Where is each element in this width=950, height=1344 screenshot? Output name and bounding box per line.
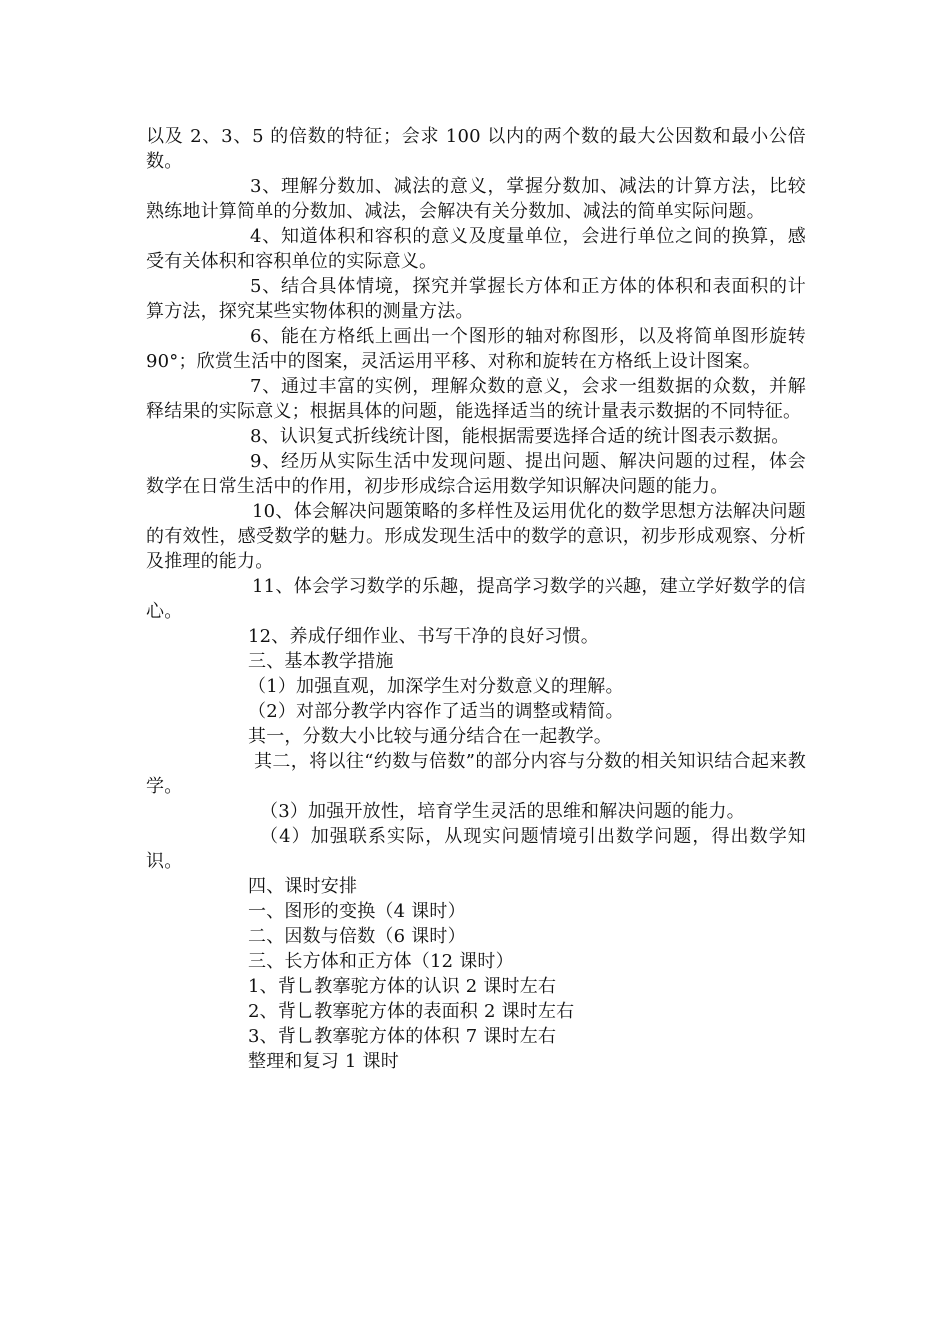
document-body (146, 124, 806, 1074)
schedule-unit-3-part-1: 1、背乚教搴驼方体的认识 2 课时左右 (248, 976, 557, 997)
section-heading-schedule: 四、课时安排 (248, 876, 358, 897)
paragraph-item-4: 4、知道体积和容积的意义及度量单位，会进行单位之间的换算，感受有关体积和容积单位的实际意义。 (146, 226, 806, 272)
schedule-unit-3-part-2: 2、背乚教搴驼方体的表面积 2 课时左右 (248, 1001, 575, 1022)
schedule-unit-3-part-3: 3、背乚教搴驼方体的体积 7 课时左右 (248, 1026, 557, 1047)
measure-1: （1）加强直观，加深学生对分数意义的理解。 (248, 676, 624, 697)
measure-2: （2）对部分教学内容作了适当的调整或精简。 (248, 701, 624, 722)
paragraph-item-5: 5、结合具体情境，探究并掌握长方体和正方体的体积和表面积的计算方法，探究某些实物体积的测量方法。 (146, 276, 806, 322)
paragraph-item-10: 10、体会解决问题策略的多样性及运用优化的数学思想方法解决问题的有效性，感受数学的魅力。形成发现生活中的数学的意识，初步形成观察、分析及推理的能力。 (146, 501, 806, 572)
schedule-unit-1: 一、图形的变换（4 课时） (248, 901, 466, 922)
measure-4: （4）加强联系实际，从现实问题情境引出数学问题，得出数学知识。 (146, 826, 806, 872)
paragraph-item-9: 9、经历从实际生活中发现问题、提出问题、解决问题的过程，体会数学在日常生活中的作用，初步形成综合运用数学知识解决问题的能力。 (146, 451, 806, 497)
schedule-unit-2: 二、因数与倍数（6 课时） (248, 926, 466, 947)
schedule-review: 整理和复习 1 课时 (248, 1051, 399, 1072)
measure-2-second: 其二，将以往“约数与倍数”的部分内容与分数的相关知识结合起来教学。 (146, 751, 806, 797)
paragraph-item-3: 3、理解分数加、减法的意义，掌握分数加、减法的计算方法，比较熟练地计算简单的分数加、减法，会解决有关分数加、减法的简单实际问题。 (146, 176, 806, 222)
paragraph-item-8: 8、认识复式折线统计图，能根据需要选择合适的统计图表示数据。 (250, 426, 790, 447)
schedule-unit-3: 三、长方体和正方体（12 课时） (248, 951, 514, 972)
paragraph-item-7: 7、通过丰富的实例，理解众数的意义，会求一组数据的众数，并解释结果的实际意义；根据具体的问题，能选择适当的统计量表示数据的不同特征。 (146, 376, 806, 422)
measure-3: （3）加强开放性，培育学生灵活的思维和解决问题的能力。 (260, 801, 745, 822)
paragraph-multiples-features: 以及 2、3、5 的倍数的特征；会求 100 以内的两个数的最大公因数和最小公倍数。 (146, 126, 806, 172)
paragraph-item-12: 12、养成仔细作业、书写干净的良好习惯。 (248, 626, 599, 647)
paragraph-item-11: 11、体会学习数学的乐趣，提高学习数学的兴趣，建立学好数学的信心。 (146, 576, 806, 622)
paragraph-item-6: 6、能在方格纸上画出一个图形的轴对称图形，以及将简单图形旋转 90°；欣赏生活中的图案，灵活运用平移、对称和旋转在方格纸上设计图案。 (146, 326, 806, 372)
measure-2-first: 其一，分数大小比较与通分结合在一起教学。 (248, 726, 612, 747)
section-heading-measures: 三、基本教学措施 (248, 651, 394, 672)
